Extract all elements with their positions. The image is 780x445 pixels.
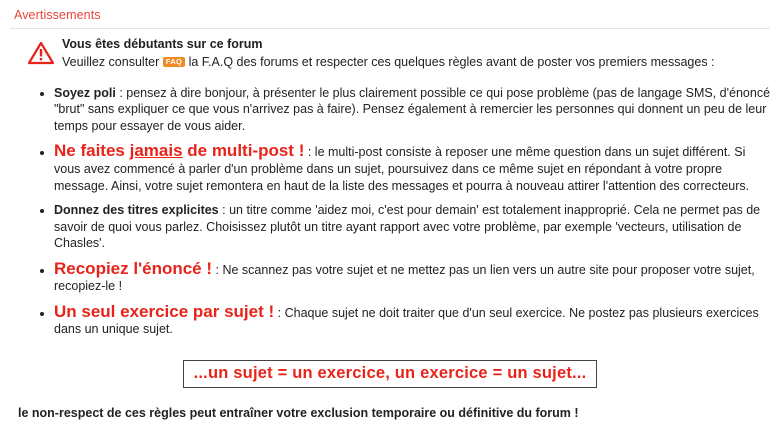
rule-body: : le multi-post consiste à reposer une même question dans un sujet différent. Si vous avez commencé à parler d'un problème dans un sujet, poursuivez dans ce même sujet en répondant à votre propre message. Ainsi, votre sujet remontera en haut de la liste des messages et pourra à nouveau attirer l'attention des correcteurs. bbox=[54, 145, 750, 193]
banner-wrapper bbox=[10, 360, 770, 388]
intro-body bbox=[62, 54, 770, 71]
footer-note: le non-respect de ces règles peut entraîner votre exclusion temporaire ou définitive du forum ! bbox=[18, 405, 579, 420]
divider bbox=[10, 28, 770, 29]
rule-lead: Soyez poli bbox=[54, 85, 116, 100]
rule-lead: Recopiez l'énoncé ! bbox=[54, 258, 213, 278]
rule-body: : Chaque sujet ne doit traiter que d'un seul exercice. Ne postez pas plusieurs exercices dans un unique sujet. bbox=[54, 305, 759, 337]
rule-lead-post: de multi-post ! bbox=[182, 141, 305, 161]
rule-lead-pre: Ne faites bbox=[54, 141, 130, 161]
intro-text bbox=[62, 37, 770, 71]
page-title: Avertissements bbox=[14, 8, 101, 22]
rule-lead-underline: jamais bbox=[129, 141, 183, 161]
rule-lead bbox=[54, 141, 304, 160]
intro-heading: Vous êtes débutants sur ce forum bbox=[62, 37, 263, 51]
rules-list bbox=[10, 85, 770, 338]
faq-badge[interactable]: FAQ bbox=[163, 57, 185, 67]
warning-triangle-icon bbox=[28, 41, 54, 68]
rule-body: : pensez à dire bonjour, à présenter le plus clairement possible ce qui pose problème (pas de langage SMS, d'énoncé "brut" sans expliquer ce que vous n'arrivez pas à faire). Pensez également à remercier les personnes qui donnent un peu de leur temps pour essayer de vous aider. bbox=[54, 85, 771, 133]
list-item bbox=[54, 260, 770, 295]
intro-text-before: Veuillez consulter bbox=[62, 55, 160, 69]
rule-body: : Ne scannez pas votre sujet et ne mettez pas un lien vers un autre site pour proposer votre sujet, recopiez-le ! bbox=[54, 262, 755, 294]
highlight-banner: ...un sujet = un exercice, un exercice = un sujet... bbox=[183, 360, 598, 388]
intro-block bbox=[28, 37, 770, 71]
rule-body: : un titre comme 'aidez moi, c'est pour demain' est totalement inapproprié. Cela ne permet pas de savoir de quoi vous parlez. Choisissez plutôt un titre ayant rapport avec votre problème, par exemple 'vecteurs, utilisation de Chasles'. bbox=[54, 203, 761, 251]
list-item bbox=[54, 142, 770, 194]
list-item bbox=[54, 202, 770, 252]
rule-lead: Donnez des titres explicites bbox=[54, 203, 219, 218]
list-item bbox=[54, 85, 770, 135]
rule-lead: Un seul exercice par sujet ! bbox=[54, 301, 275, 321]
list-item bbox=[54, 303, 770, 338]
intro-text-after: la F.A.Q des forums et respecter ces quelques règles avant de poster vos premiers messages : bbox=[188, 55, 715, 69]
